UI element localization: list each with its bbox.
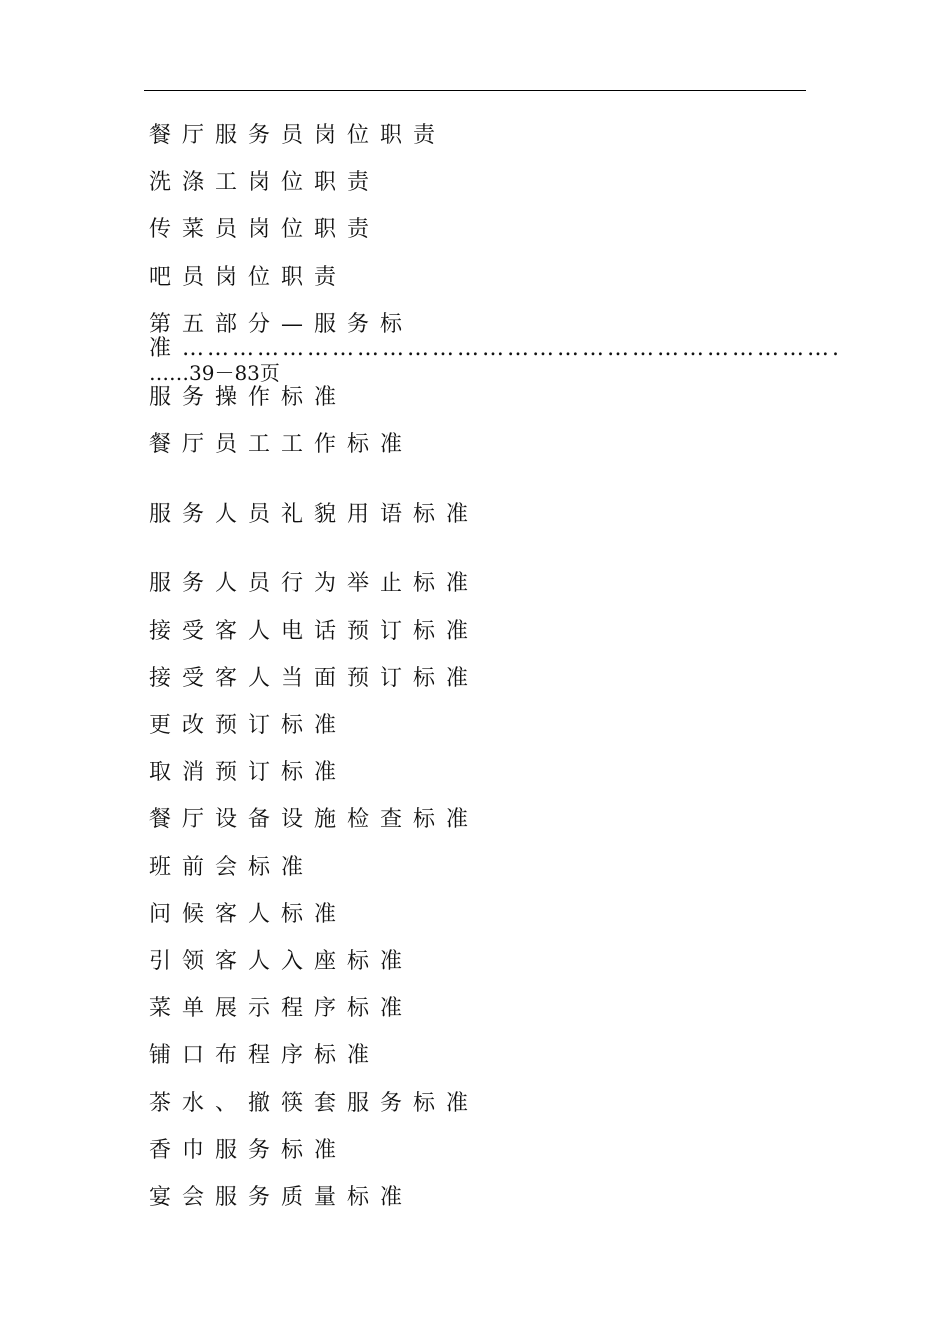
section-leader-dots: …………………………………………………………………….: [182, 336, 843, 361]
section-page-range: ……39－83页: [149, 361, 280, 385]
toc-item-tea-service[interactable]: 茶水、撤筷套服务标准: [149, 1091, 480, 1116]
toc-item-dishwasher-duties[interactable]: 洗涤工岗位职责: [149, 170, 381, 195]
toc-item-polite-language[interactable]: 服务人员礼貌用语标准: [149, 502, 480, 527]
toc-item-greeting-guests[interactable]: 问候客人标准: [149, 902, 348, 927]
toc-item-towel-service[interactable]: 香巾服务标准: [149, 1138, 348, 1163]
toc-item-behavior-standard[interactable]: 服务人员行为举止标准: [149, 571, 480, 596]
toc-item-phone-reservation[interactable]: 接受客人电话预订标准: [149, 619, 480, 644]
toc-item-service-operation[interactable]: 服务操作标准: [149, 385, 348, 410]
toc-item-runner-duties[interactable]: 传菜员岗位职责: [149, 217, 381, 242]
toc-item-pre-shift-meeting[interactable]: 班前会标准: [149, 855, 315, 880]
toc-section-part-five[interactable]: [149, 312, 843, 386]
toc-item-bar-staff-duties[interactable]: 吧员岗位职责: [149, 265, 348, 290]
toc-item-banquet-quality[interactable]: 宴会服务质量标准: [149, 1185, 414, 1210]
toc-item-facility-check[interactable]: 餐厅设备设施检查标准: [149, 807, 480, 832]
toc-item-cancel-reservation[interactable]: 取消预订标准: [149, 760, 348, 785]
toc-item-seating-guests[interactable]: 引领客人入座标准: [149, 949, 414, 974]
toc-item-napkin-procedure[interactable]: 铺口布程序标准: [149, 1043, 381, 1068]
header-rule: [144, 90, 806, 91]
toc-item-staff-work-standard[interactable]: 餐厅员工工作标准: [149, 432, 414, 457]
section-title: 第五部分—服务标准: [149, 312, 414, 361]
toc-item-in-person-reservation[interactable]: 接受客人当面预订标准: [149, 666, 480, 691]
toc-item-menu-presentation[interactable]: 菜单展示程序标准: [149, 996, 414, 1021]
toc-item-change-reservation[interactable]: 更改预订标准: [149, 713, 348, 738]
toc-item-waiter-duties[interactable]: 餐厅服务员岗位职责: [149, 123, 447, 148]
